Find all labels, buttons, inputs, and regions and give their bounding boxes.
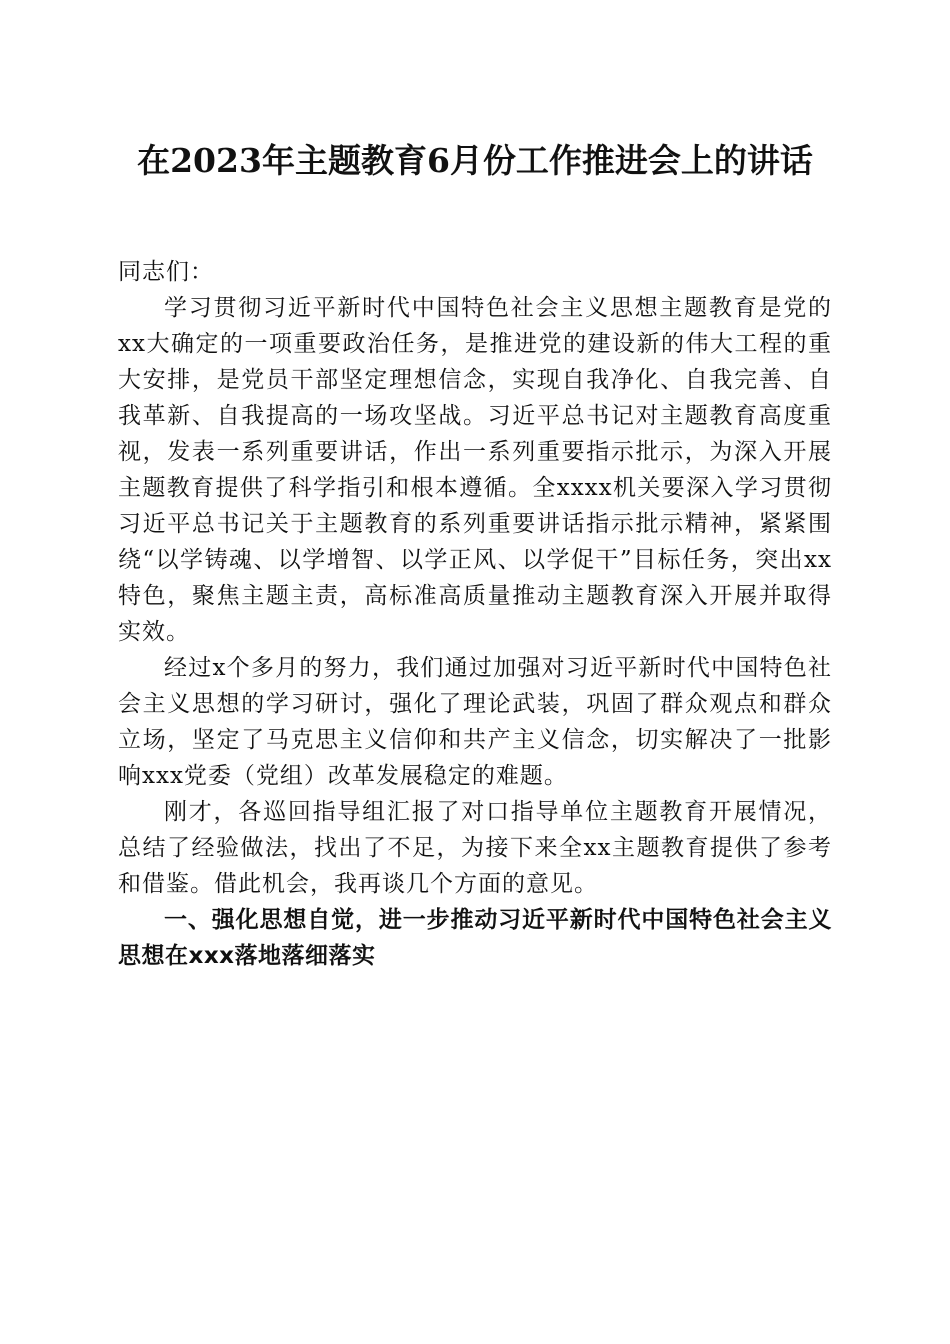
paragraph-1: 学习贯彻习近平新时代中国特色社会主义思想主题教育是党的xx大确定的一项重要政治任务，是推进党的建设新的伟大工程的重大安排，是党员干部坚定理想信念，实现自我净化、自我完善、自我革新、自我提高的一场攻坚战。习近平总书记对主题教育高度重视，发表一系列重要讲话，作出一系列重要指示批示，为深入开展主题教育提供了科学指引和根本遵循。全xxxx机关要深入学习贯彻习近平总书记关于主题教育的系列重要讲话指示批示精神，紧紧围绕“以学铸魂、以学增智、以学正风、以学促干”目标任务，突出xx特色，聚焦主题主责，高标准高质量推动主题教育深入开展并取得实效。 bbox=[118, 295, 832, 645]
section-heading-1: 一、强化思想自觉，进一步推动习近平新时代中国特色社会主义思想在xxx落地落细落实 bbox=[118, 907, 832, 969]
document-title: 在2023年主题教育6月份工作推进会上的讲话 bbox=[137, 141, 813, 180]
document-body bbox=[118, 254, 832, 974]
paragraph-3: 刚才，各巡回指导组汇报了对口指导单位主题教育开展情况，总结了经验做法，找出了不足，为接下来全xx主题教育提供了参考和借鉴。借此机会，我再谈几个方面的意见。 bbox=[118, 799, 832, 897]
salutation: 同志们： bbox=[118, 259, 214, 285]
paragraph-2: 经过x个多月的努力，我们通过加强对习近平新时代中国特色社会主义思想的学习研讨，强化了理论武装，巩固了群众观点和群众立场，坚定了马克思主义信仰和共产主义信念，切实解决了一批影响xxx党委（党组）改革发展稳定的难题。 bbox=[118, 655, 832, 789]
